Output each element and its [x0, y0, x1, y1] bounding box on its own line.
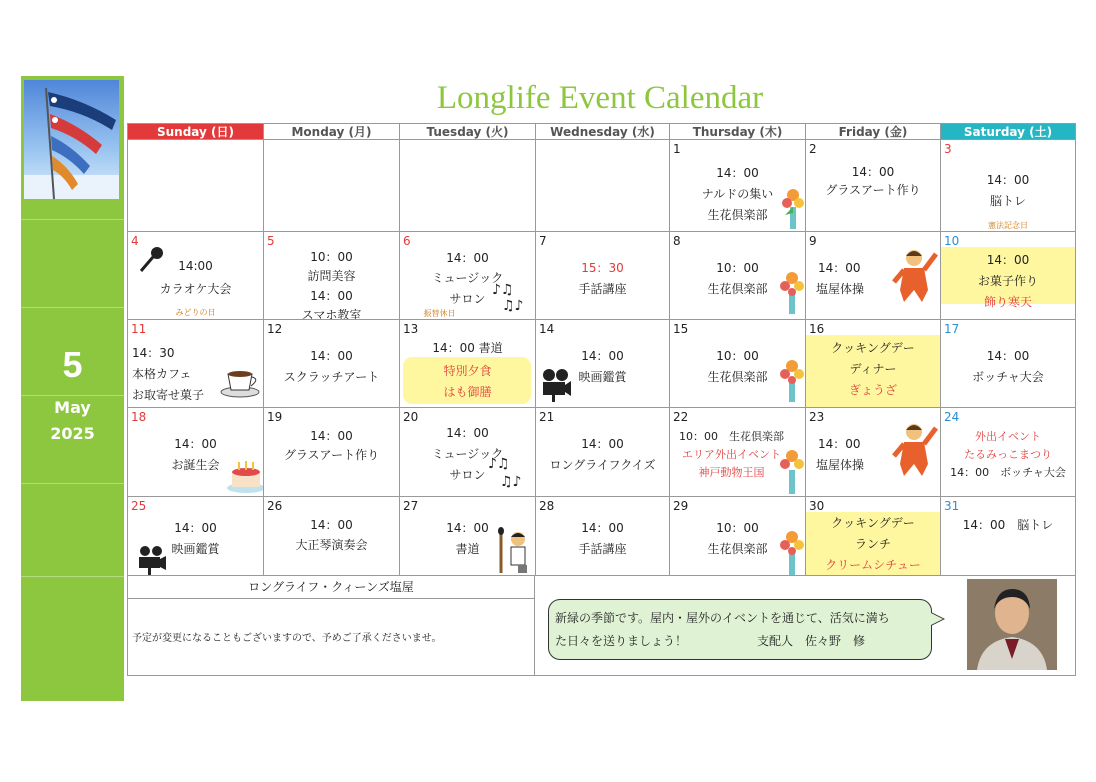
day-number: 17: [944, 322, 960, 336]
event-name: 大正琴演奏会: [295, 538, 368, 552]
event-name: スマホ教室: [301, 308, 362, 320]
sidebar-month: May: [54, 398, 91, 417]
day-cell-22: [670, 408, 806, 497]
day-cell-19: [264, 408, 400, 497]
event-name: 生花倶楽部: [707, 208, 768, 222]
flower-icon: [782, 185, 804, 229]
calligraphy-person-icon: [496, 527, 532, 573]
event-name: たるみっこまつり: [964, 448, 1052, 461]
day-cell-empty: [127, 140, 264, 232]
day-cell-9: [806, 232, 941, 320]
event-name: お菓子作り: [977, 274, 1038, 288]
event-time: 14：00: [818, 437, 861, 451]
day-cell-23: [806, 408, 941, 497]
event-time: 14：00: [581, 437, 624, 451]
day-number: 26: [267, 499, 283, 513]
day-cell-15: [670, 320, 806, 408]
day-number: 25: [131, 499, 147, 513]
svg-text:♪♫: ♪♫: [488, 456, 510, 472]
music-notes-icon: [488, 454, 532, 492]
event-name: 神戸動物王国: [698, 466, 765, 479]
day-number: 23: [809, 410, 825, 424]
day-number: 2: [809, 142, 817, 156]
coffee-cup-icon: [220, 364, 262, 398]
event-time: 14：00: [581, 349, 624, 363]
header-wednesday: Wednesday (水): [536, 123, 670, 140]
page-title: Longlife Event Calendar: [436, 80, 764, 116]
event-name: ミュージック: [431, 447, 504, 461]
day-number: 8: [673, 234, 681, 248]
event-name: ボッチャ大会: [972, 370, 1044, 384]
day-cell-13: [400, 320, 536, 408]
holiday-label: みどりの日: [175, 308, 216, 317]
event-name: 10：00 生花倶楽部: [679, 430, 784, 443]
event-name: 生花倶楽部: [707, 282, 768, 296]
day-cell-21: [536, 408, 670, 497]
day-number: 1: [673, 142, 681, 156]
exercise-person-icon: [892, 246, 938, 302]
day-number: 7: [539, 234, 547, 248]
day-number: 9: [809, 234, 817, 248]
sidebar-day: 5: [62, 344, 83, 385]
day-number: 22: [673, 410, 689, 424]
movie-camera-icon: [136, 545, 168, 575]
header-thursday: Thursday (木): [670, 123, 806, 140]
event-time: 10：00: [716, 261, 759, 275]
sidebar-year: 2025: [50, 424, 95, 443]
event-time: 14：30: [132, 346, 175, 360]
event-name: ミュージック: [431, 271, 504, 285]
event-time: 14：00: [310, 289, 353, 303]
day-cell-26: [264, 497, 400, 576]
movie-camera-icon: [540, 368, 572, 402]
koinobori-photo: [24, 80, 119, 199]
day-cell-29: [670, 497, 806, 576]
day-cell-30: [806, 497, 941, 576]
event-name: グラスアート作り: [825, 183, 921, 197]
event-name: お誕生会: [171, 458, 220, 472]
day-number: 29: [673, 499, 689, 513]
day-number: 20: [403, 410, 419, 424]
svg-text:♫♪: ♫♪: [500, 474, 522, 490]
day-number: 15: [673, 322, 689, 336]
svg-text:♪♫: ♪♫: [492, 282, 514, 298]
event-name: カラオケ大会: [159, 282, 232, 296]
day-number: 11: [131, 322, 147, 336]
event-time: 14：00: [446, 426, 489, 440]
day-number: 12: [267, 322, 283, 336]
event-time: 14:00: [178, 259, 213, 273]
event-name: 飾り寒天: [983, 295, 1032, 309]
day-number: 3: [944, 142, 952, 156]
event-name: スクラッチアート: [283, 370, 380, 384]
day-number: 21: [539, 410, 555, 424]
event-name: クリームシチュー: [825, 558, 921, 572]
event-name: 手話講座: [578, 542, 627, 556]
event-time: 14：00: [986, 173, 1030, 187]
event-name: 14：00 ボッチャ大会: [950, 466, 1066, 479]
day-number: 24: [944, 410, 960, 424]
event-name: 本格カフェ: [132, 367, 192, 381]
message-line-2: た日々を送りましょう！: [555, 634, 688, 648]
day-cell-11: [127, 320, 264, 408]
day-cell-8: [670, 232, 806, 320]
event-name: 塩屋体操: [816, 282, 865, 296]
sidebar: [21, 76, 124, 701]
day-cell-empty: [400, 140, 536, 232]
day-number: 18: [131, 410, 147, 424]
day-cell-5: [264, 232, 400, 320]
event-time: 15：30: [581, 261, 624, 275]
header-friday: Friday (金): [806, 123, 941, 140]
event-name: サロン: [449, 292, 486, 306]
day-cell-18: [127, 408, 264, 497]
day-cell-16: [806, 320, 941, 408]
event-name: 外出イベント: [975, 430, 1041, 443]
event-time: 10：00: [716, 349, 759, 363]
event-name: サロン: [449, 468, 486, 482]
day-cell-17: [941, 320, 1076, 408]
event-name: 訪問美容: [307, 269, 356, 283]
day-number: 16: [809, 322, 825, 336]
event-time: 14：00: [174, 437, 217, 451]
header-sunday: Sunday (日): [127, 123, 264, 140]
day-cell-7: [536, 232, 670, 320]
event-name: 書道: [455, 542, 480, 556]
event-time: 14：00: [986, 349, 1030, 363]
day-cell-12: [264, 320, 400, 408]
day-cell-28: [536, 497, 670, 576]
day-number: 6: [403, 234, 411, 248]
event-name: 映画鑑賞: [171, 542, 220, 556]
event-name: エリア外出イベント: [682, 448, 781, 461]
manager-portrait: [967, 579, 1057, 670]
day-number: 19: [267, 410, 283, 424]
day-cell-6: [400, 232, 536, 320]
header-saturday: Saturday (土): [941, 123, 1076, 140]
day-cell-4: [127, 232, 264, 320]
event-name: ナルドの集い: [701, 187, 774, 201]
flower-icon: [780, 527, 804, 575]
music-notes-icon: [492, 280, 532, 312]
header-tuesday: Tuesday (火): [400, 123, 536, 140]
footer-note: 予定が変更になることもございますので、予めご了承くださいませ。: [132, 633, 442, 644]
flower-icon: [780, 356, 804, 402]
day-cell-empty: [536, 140, 670, 232]
event-name: グラスアート作り: [283, 448, 380, 462]
event-time: 14：00: [818, 261, 861, 275]
event-time: 14：00: [310, 429, 353, 443]
day-cell-24: [941, 408, 1076, 497]
day-number: 5: [267, 234, 275, 248]
day-cell-empty: [264, 140, 400, 232]
footer-info: [127, 576, 535, 676]
event-name: クッキングデー: [831, 516, 915, 530]
event-name: ぎょうざ: [848, 383, 897, 397]
event-name: 14：00 脳トレ: [962, 518, 1054, 532]
day-cell-3: [941, 140, 1076, 232]
event-name: 映画鑑賞: [578, 370, 627, 384]
event-name: 脳トレ: [989, 194, 1026, 208]
event-name: はも御膳: [443, 385, 492, 399]
event-time: 14：00: [716, 166, 759, 180]
message-line-1: 新緑の季節です。屋内・屋外のイベントを通じて、活気に満ち: [555, 611, 890, 625]
footer-message: [535, 576, 1076, 676]
day-cell-20: [400, 408, 536, 497]
event-time: 14：00: [310, 518, 353, 532]
event-name: 手話講座: [578, 282, 627, 296]
event-time: 14：00: [986, 253, 1030, 267]
event-time: 14：00 書道: [432, 341, 503, 355]
day-number: 27: [403, 499, 419, 513]
day-cell-2: [806, 140, 941, 232]
holiday-label: 憲法記念日: [988, 221, 1028, 230]
event-name: 生花倶楽部: [707, 542, 768, 556]
event-name: ディナー: [849, 362, 897, 376]
event-time: 14：00: [851, 165, 895, 179]
event-time: 10：00: [716, 521, 759, 535]
event-name: クッキングデー: [831, 341, 915, 355]
day-number: 31: [944, 499, 960, 513]
event-time: 14：00: [310, 349, 353, 363]
holiday-label: 振替休日: [423, 309, 456, 318]
event-name: ランチ: [854, 537, 891, 551]
flower-icon: [780, 268, 804, 314]
facility-name: ロングライフ・クィーンズ塩屋: [128, 576, 534, 599]
day-number: 10: [944, 234, 960, 248]
manager-signature: 支配人 佐々野 修: [757, 634, 866, 648]
day-number: 4: [131, 234, 139, 248]
day-number: 14: [539, 322, 555, 336]
event-time: 14：00: [174, 521, 217, 535]
day-cell-25: [127, 497, 264, 576]
day-cell-10: [941, 232, 1076, 320]
event-name: 生花倶楽部: [707, 370, 768, 384]
event-name: ロングライフクイズ: [549, 458, 656, 472]
event-time: 14：00: [446, 521, 489, 535]
day-number: 13: [403, 322, 419, 336]
event-name: 塩屋体操: [816, 458, 865, 472]
day-number: 30: [809, 499, 825, 513]
event-time: 14：00: [581, 521, 624, 535]
day-cell-27: [400, 497, 536, 576]
event-time: 10：00: [310, 250, 353, 264]
event-time: 14：00: [446, 251, 489, 265]
birthday-cake-icon: [226, 458, 264, 494]
day-number: 28: [539, 499, 555, 513]
exercise-person-icon: [892, 420, 938, 476]
header-monday: Monday (月): [264, 123, 400, 140]
message-bubble: [548, 599, 932, 660]
day-cell-31: [941, 497, 1076, 576]
event-name: 特別夕食: [443, 364, 492, 378]
svg-text:♫♪: ♫♪: [502, 298, 524, 312]
day-cell-14: [536, 320, 670, 408]
day-cell-1: [670, 140, 806, 232]
event-name: お取寄せ菓子: [132, 388, 205, 402]
flower-icon: [780, 446, 804, 494]
